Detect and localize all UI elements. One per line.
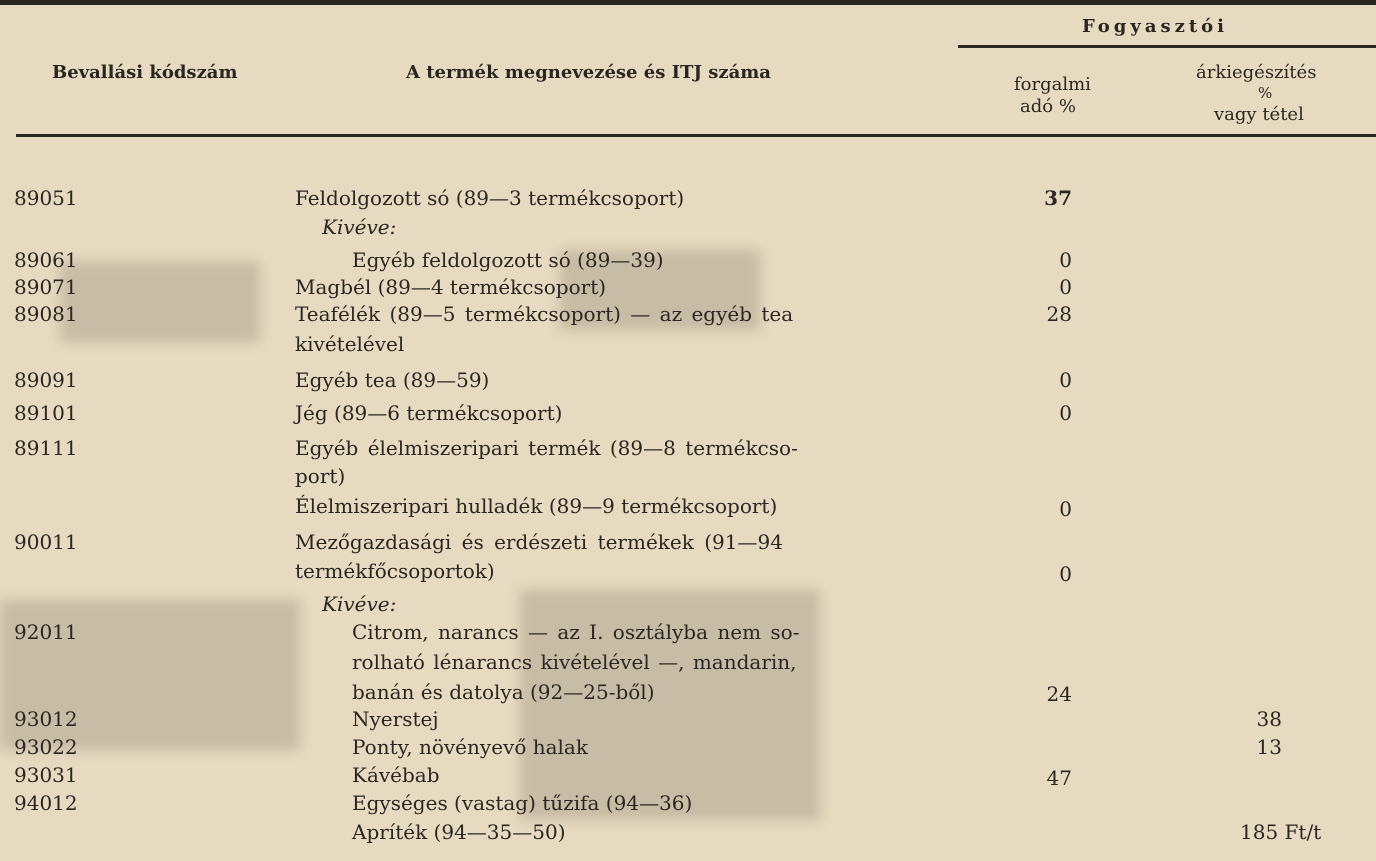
ark-column-header-2: % [1258, 84, 1273, 102]
row-code: 93031 [14, 763, 78, 787]
row-ark: 185 Ft/t [1240, 820, 1322, 844]
fa-column-header-1: forgalmi [1014, 74, 1091, 95]
row-ark: 38 [1256, 707, 1282, 731]
row-code: 89081 [14, 302, 78, 326]
row-desc: Jég (89—6 termékcsoport) [295, 401, 563, 425]
row-desc: Élelmiszeripari hulladék (89—9 termékcsoport) [295, 494, 778, 518]
row-code: 89071 [14, 275, 78, 299]
row-code: 94012 [14, 791, 78, 815]
fa-column-header-2: adó % [1020, 96, 1076, 117]
row-desc: Nyerstej [352, 707, 439, 731]
except-label: Kivéve: [322, 592, 397, 616]
desc-column-header: A termék megnevezése és ITJ száma [406, 62, 771, 83]
ark-column-header-1: árkiegészítés [1196, 62, 1317, 83]
row-desc: Kávébab [352, 763, 440, 787]
row-desc-cont: port) [295, 464, 346, 488]
row-fa: 0 [1059, 401, 1072, 425]
row-desc-cont: rolható lénarancs kivételével —, mandarin, [352, 650, 797, 674]
row-fa: 0 [1059, 562, 1072, 586]
row-fa: 0 [1059, 248, 1072, 272]
row-desc: Egyéb feldolgozott só (89—39) [352, 248, 664, 272]
row-desc: Ponty, növényevő halak [352, 735, 588, 759]
row-desc-cont: kivételével [295, 332, 405, 356]
row-desc: Egyéb élelmiszeripari termék (89—8 termékcso- [295, 436, 798, 460]
row-fa: 28 [1046, 302, 1072, 326]
group-header: Fogyasztói [1082, 16, 1229, 37]
row-desc: Feldolgozott só (89—3 termékcsoport) [295, 186, 685, 210]
row-fa: 0 [1059, 497, 1072, 521]
row-fa: 37 [1044, 186, 1072, 210]
header-bottom-rule [16, 134, 1376, 137]
row-desc-cont: termékfőcsoportok) [295, 559, 495, 583]
row-code: 89061 [14, 248, 78, 272]
row-code: 93012 [14, 707, 78, 731]
except-label: Kivéve: [322, 215, 397, 239]
row-fa: 0 [1059, 275, 1072, 299]
row-code: 89101 [14, 401, 78, 425]
row-desc: Mezőgazdasági és erdészeti termékek (91—94 [295, 530, 783, 554]
row-desc: Apríték (94—35—50) [352, 820, 566, 844]
group-rule [958, 45, 1376, 48]
ark-column-header-3: vagy tétel [1214, 104, 1304, 125]
row-code: 89111 [14, 436, 78, 460]
row-code: 92011 [14, 620, 78, 644]
row-fa: 24 [1046, 682, 1072, 706]
row-desc: Egységes (vastag) tűzifa (94—36) [352, 791, 693, 815]
row-code: 89051 [14, 186, 78, 210]
row-ark: 13 [1256, 735, 1282, 759]
row-code: 90011 [14, 530, 78, 554]
row-desc: Egyéb tea (89—59) [295, 368, 490, 392]
row-fa: 0 [1059, 368, 1072, 392]
row-desc: Citrom, narancs — az I. osztályba nem so- [352, 620, 800, 644]
row-code: 93022 [14, 735, 78, 759]
row-fa: 47 [1046, 766, 1072, 790]
row-desc: Magbél (89—4 termékcsoport) [295, 275, 607, 299]
scan-smudge [60, 262, 260, 342]
code-column-header: Bevallási kódszám [52, 62, 238, 83]
row-desc: Teafélék (89—5 termékcsoport) — az egyéb tea [295, 302, 794, 326]
top-rule [0, 0, 1376, 5]
row-code: 89091 [14, 368, 78, 392]
row-desc-cont: banán és datolya (92—25-ből) [352, 680, 655, 704]
